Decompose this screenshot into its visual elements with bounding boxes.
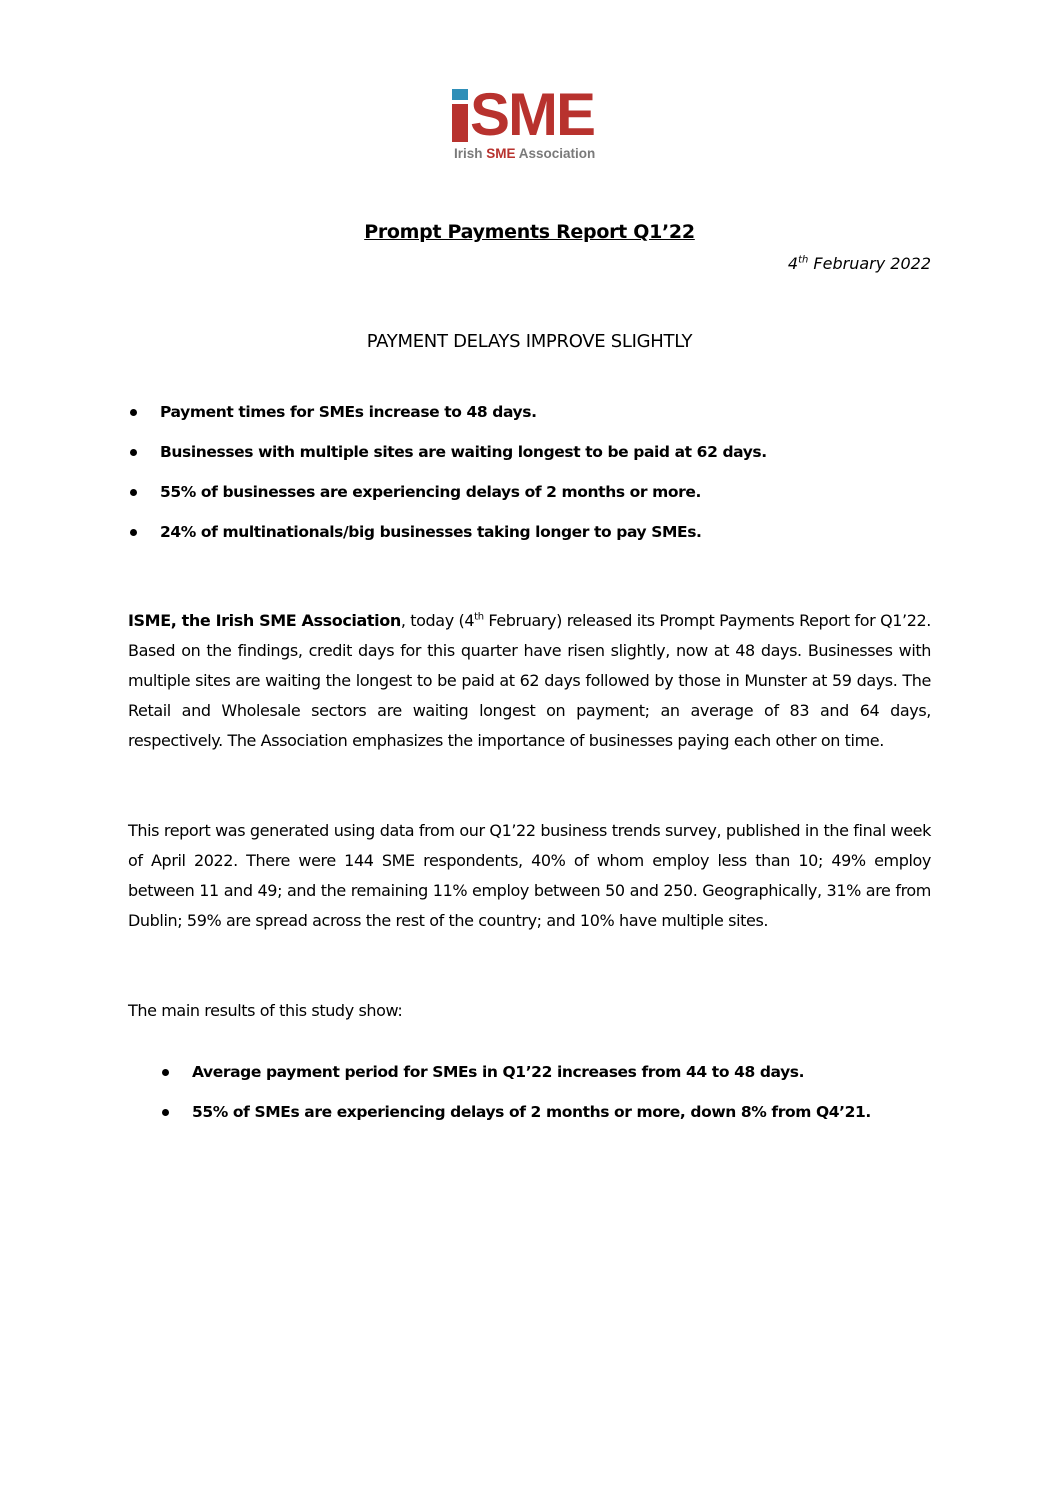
- logo-tagline: Irish SME Association: [454, 146, 596, 161]
- list-item: 55% of businesses are experiencing delays of 2 months or more.: [128, 480, 767, 520]
- list-item: 55% of SMEs are experiencing delays of 2 months or more, down 8% from Q4’21.: [160, 1100, 871, 1140]
- headline: PAYMENT DELAYS IMPROVE SLIGHTLY: [366, 331, 693, 352]
- list-item: Average payment period for SMEs in Q1’22 increases from 44 to 48 days.: [160, 1060, 871, 1100]
- list-item: 24% of multinationals/big businesses taking longer to pay SMEs.: [128, 520, 767, 560]
- intro-paragraph: ISME, the Irish SME Association, today (4th February) released its Prompt Payments Report for Q1’22. Based on the findings, credit days for this quarter have risen slightly, now at 48 days. Businesses with multiple sites are waiting the longest to be paid at 62 days followed by those in Munster at 59 days. The Retail and Wholesale sectors are waiting longest on payment; an average of 83 and 64 days, respectively. The Association emphasizes the importance of businesses paying each other on time.: [128, 611, 931, 750]
- list-item: Businesses with multiple sites are waiting longest to be paid at 62 days.: [128, 440, 767, 480]
- isme-logo: [452, 81, 612, 166]
- results-list: [160, 1060, 871, 1140]
- logo-i-mark: [452, 86, 468, 144]
- list-item: Payment times for SMEs increase to 48 days.: [128, 400, 767, 440]
- methodology-paragraph: This report was generated using data from our Q1’22 business trends survey, published in the final week of April 2022. There were 144 SME respondents, 40% of whom employ less than 10; 49% employ between 11 and 49; and the remaining 11% employ between 50 and 250. Geographically, 31% are from Dublin; 59% are spread across the rest of the country; and 10% have multiple sites.: [128, 821, 931, 930]
- logo-wordmark: [452, 81, 595, 148]
- report-date: 4th February 2022: [787, 254, 931, 273]
- highlights-list: [128, 400, 767, 560]
- report-title: Prompt Payments Report Q1’22: [364, 221, 695, 243]
- results-intro: The main results of this study show:: [128, 1001, 403, 1020]
- logo-sme-text: SME: [470, 81, 595, 148]
